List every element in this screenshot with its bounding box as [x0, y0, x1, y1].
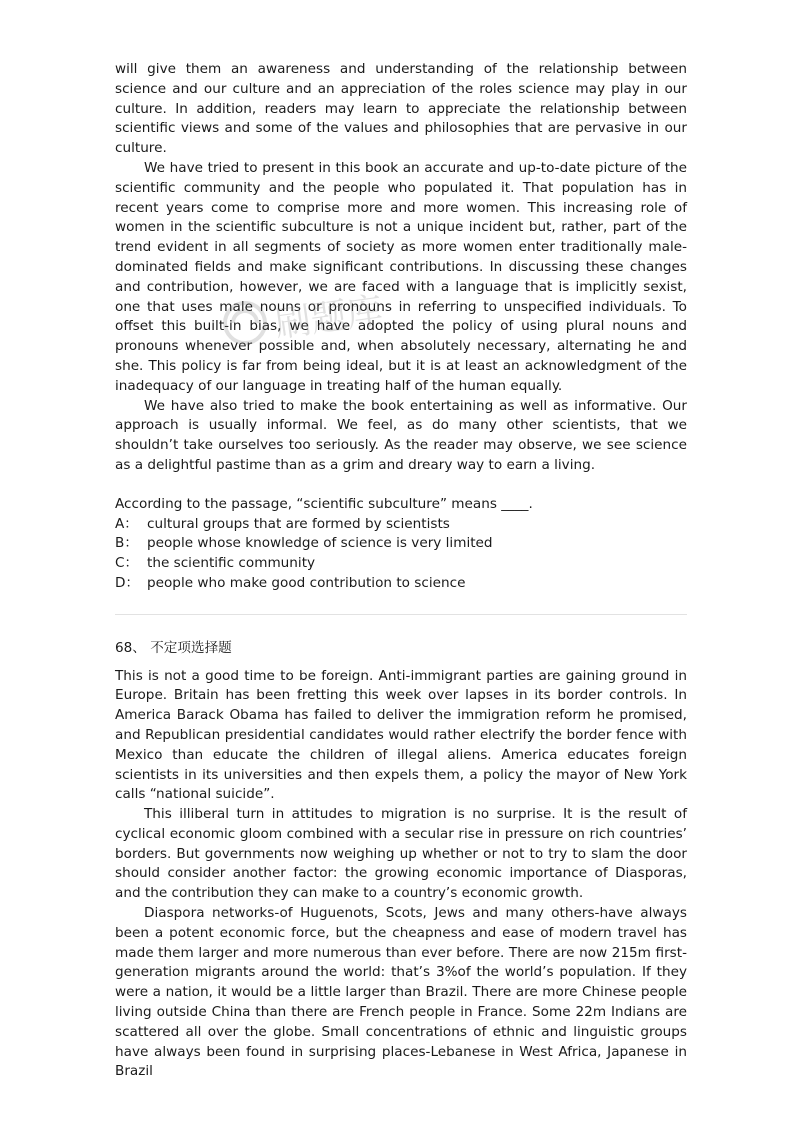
option-text: people whose knowledge of science is very limited [147, 535, 493, 552]
passage-paragraph: We have tried to present in this book an accurate and up-to-date picture of the scientific community and the people who populated it. That population has in recent years come to comprise more and more women. This increasing role of women in the scientific subculture is not a unique incident but, rather, part of the trend evident in all segments of society as more women enter traditionally male-dominated fields and make significant contributions. In discussing these changes and contribution, however, we are faced with a language that is implicitly sexist, one that uses male nouns or pronouns in referring to unspecified individuals. To offset this built-in bias, we have adopted the policy of using plural nouns and pronouns whenever possible and, when absolutely necessary, alternating he and she. This policy is far from being ideal, but it is at least an acknowledgment of the inadequacy of our language in treating half of the human equally. [115, 159, 687, 394]
passage-1 [115, 60, 687, 476]
passage-paragraph: will give them an awareness and understanding of the relationship between science and our culture and an appreciation of the roles science may play in our culture. In addition, readers may learn to appreciate the relationship between scientific views and some of the values and philosophies that are pervasive in our culture. [115, 61, 687, 157]
question-68 [115, 639, 687, 1083]
passage-paragraph: This illiberal turn in attitudes to migration is no surprise. It is the result of cyclical economic gloom combined with a secular rise in pressure on rich countries’ borders. But governments now weighing up whether or not to try to slam the door should consider another factor: the growing economic importance of Diasporas, and the contribution they can make to a country’s economic growth. [115, 806, 687, 902]
watermark-text: 刷题库 [272, 290, 386, 346]
question-heading: 68、 不定项选择题 [115, 639, 232, 656]
option-letter: D： [115, 574, 140, 591]
question-block [115, 495, 687, 594]
document-page [115, 60, 687, 1082]
section-divider [115, 614, 687, 615]
option-d[interactable] [115, 574, 687, 594]
option-letter: B： [115, 535, 138, 552]
passage-paragraph: Diaspora networks-of Huguenots, Scots, Jews and many others-have always been a potent economic force, but the cheapness and ease of modern travel has made them larger and more numerous than ever before. There are now 215m first-generation migrants around the world: that’s 3%of the world’s population. If they were a nation, it would be a little larger than Brazil. There are more Chinese people living outside China than there are French people in France. Some 22m Indians are scattered all over the globe. Small concentrations of ethnic and linguistic groups have always been found in surprising places-Lebanese in West Africa, Japanese in Brazil [115, 905, 687, 1080]
option-letter: A： [115, 515, 138, 532]
passage-paragraph: We have also tried to make the book entertaining as well as informative. Our approach is usually informal. We feel, as do many other scientists, that we shouldn’t take ourselves too seriously. As the reader may observe, we see science as a delightful pastime than as a grim and dreary way to earn a living. [115, 397, 687, 473]
option-text: cultural groups that are formed by scientists [147, 515, 450, 532]
option-letter: C： [115, 555, 139, 572]
option-c[interactable] [115, 554, 687, 574]
option-b[interactable] [115, 534, 687, 554]
option-text: the scientific community [147, 555, 316, 572]
question-stem: According to the passage, “scientific subculture” means ____. [115, 495, 533, 512]
option-a[interactable] [115, 515, 687, 535]
passage-paragraph: This is not a good time to be foreign. Anti-immigrant parties are gaining ground in Europe. Britain has been fretting this week over lapses in its border controls. In America Barack Obama has failed to deliver the immigration reform he promised, and Republican presidential candidates would rather electrify the border fence with Mexico than educate the children of illegal aliens. America educates foreign scientists in its universities and then expels them, a policy the mayor of New York calls “national suicide”. [115, 667, 687, 803]
option-text: people who make good contribution to science [147, 574, 466, 591]
